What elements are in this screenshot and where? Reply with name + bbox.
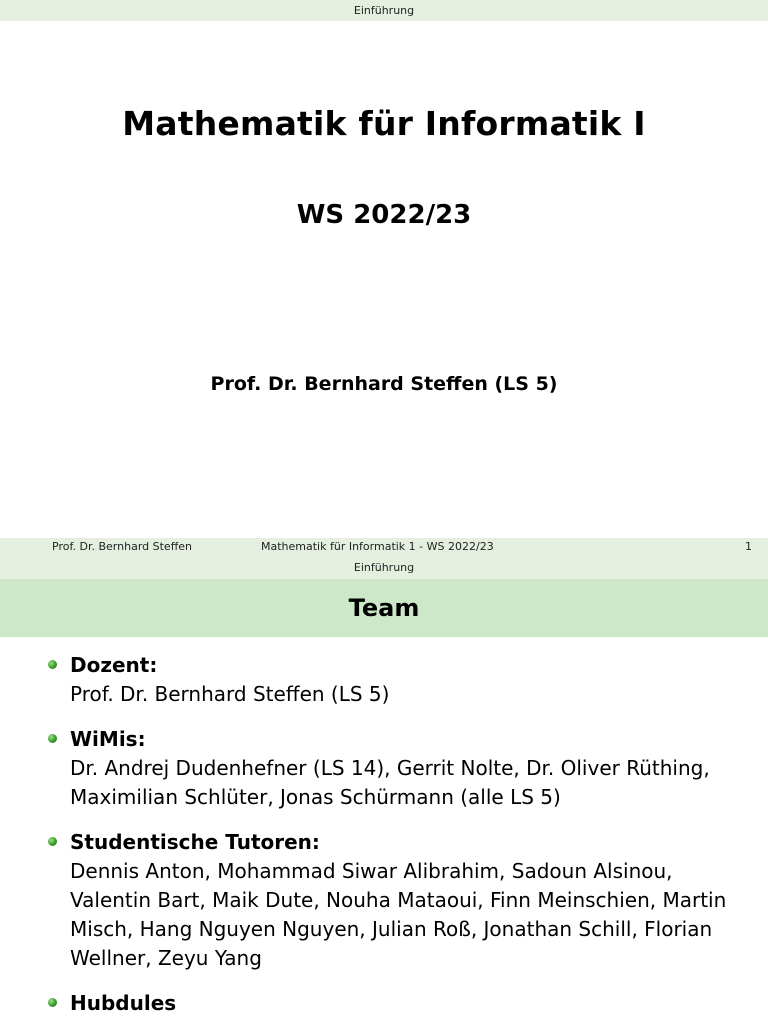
bullet-icon	[48, 998, 57, 1007]
bullet-icon	[48, 837, 57, 846]
footer-author: Prof. Dr. Bernhard Steffen	[52, 540, 193, 553]
footer-page-number: 1	[745, 540, 752, 553]
item-heading: WiMis:	[70, 727, 146, 751]
list-item	[48, 828, 768, 973]
item-heading: Studentische Tutoren:	[70, 830, 320, 854]
list-item	[48, 651, 768, 709]
item-text: Dennis Anton, Mohammad Siwar Alibrahim, Sadoun Alsinou, Valentin Bart, Maik Dute, Nouha Mataoui, Finn Meinschien, Martin Misch, Hang Nguyen Nguyen, Julian Roß, Jonathan Schill, Florian Wellner, Zeyu Yang	[70, 859, 727, 970]
slide-footer	[0, 538, 768, 557]
item-text: Prof. Dr. Bernhard Steffen (LS 5)	[70, 682, 390, 706]
item-heading: Dozent:	[70, 653, 158, 677]
bullet-icon	[48, 734, 57, 743]
footer-course: Mathematik für Informatik 1 - WS 2022/23	[261, 540, 494, 553]
presentation-title: Mathematik für Informatik I	[122, 104, 646, 143]
section-header: Einführung	[0, 0, 768, 21]
team-slide	[0, 557, 768, 1024]
section-header: Einführung	[0, 557, 768, 579]
frame-title: Team	[0, 579, 768, 637]
presentation-subtitle: WS 2022/23	[296, 200, 472, 230]
list-item	[48, 989, 768, 1018]
item-heading: Hubdules	[70, 991, 177, 1015]
team-list	[0, 637, 768, 1018]
presentation-author: Prof. Dr. Bernhard Steffen (LS 5)	[210, 373, 558, 395]
item-text: Dr. Andrej Dudenhefner (LS 14), Gerrit Nolte, Dr. Oliver Rüthing, Maximilian Schlüter, Jonas Schürmann (alle LS 5)	[70, 756, 710, 809]
bullet-icon	[48, 660, 57, 669]
list-item	[48, 725, 768, 812]
